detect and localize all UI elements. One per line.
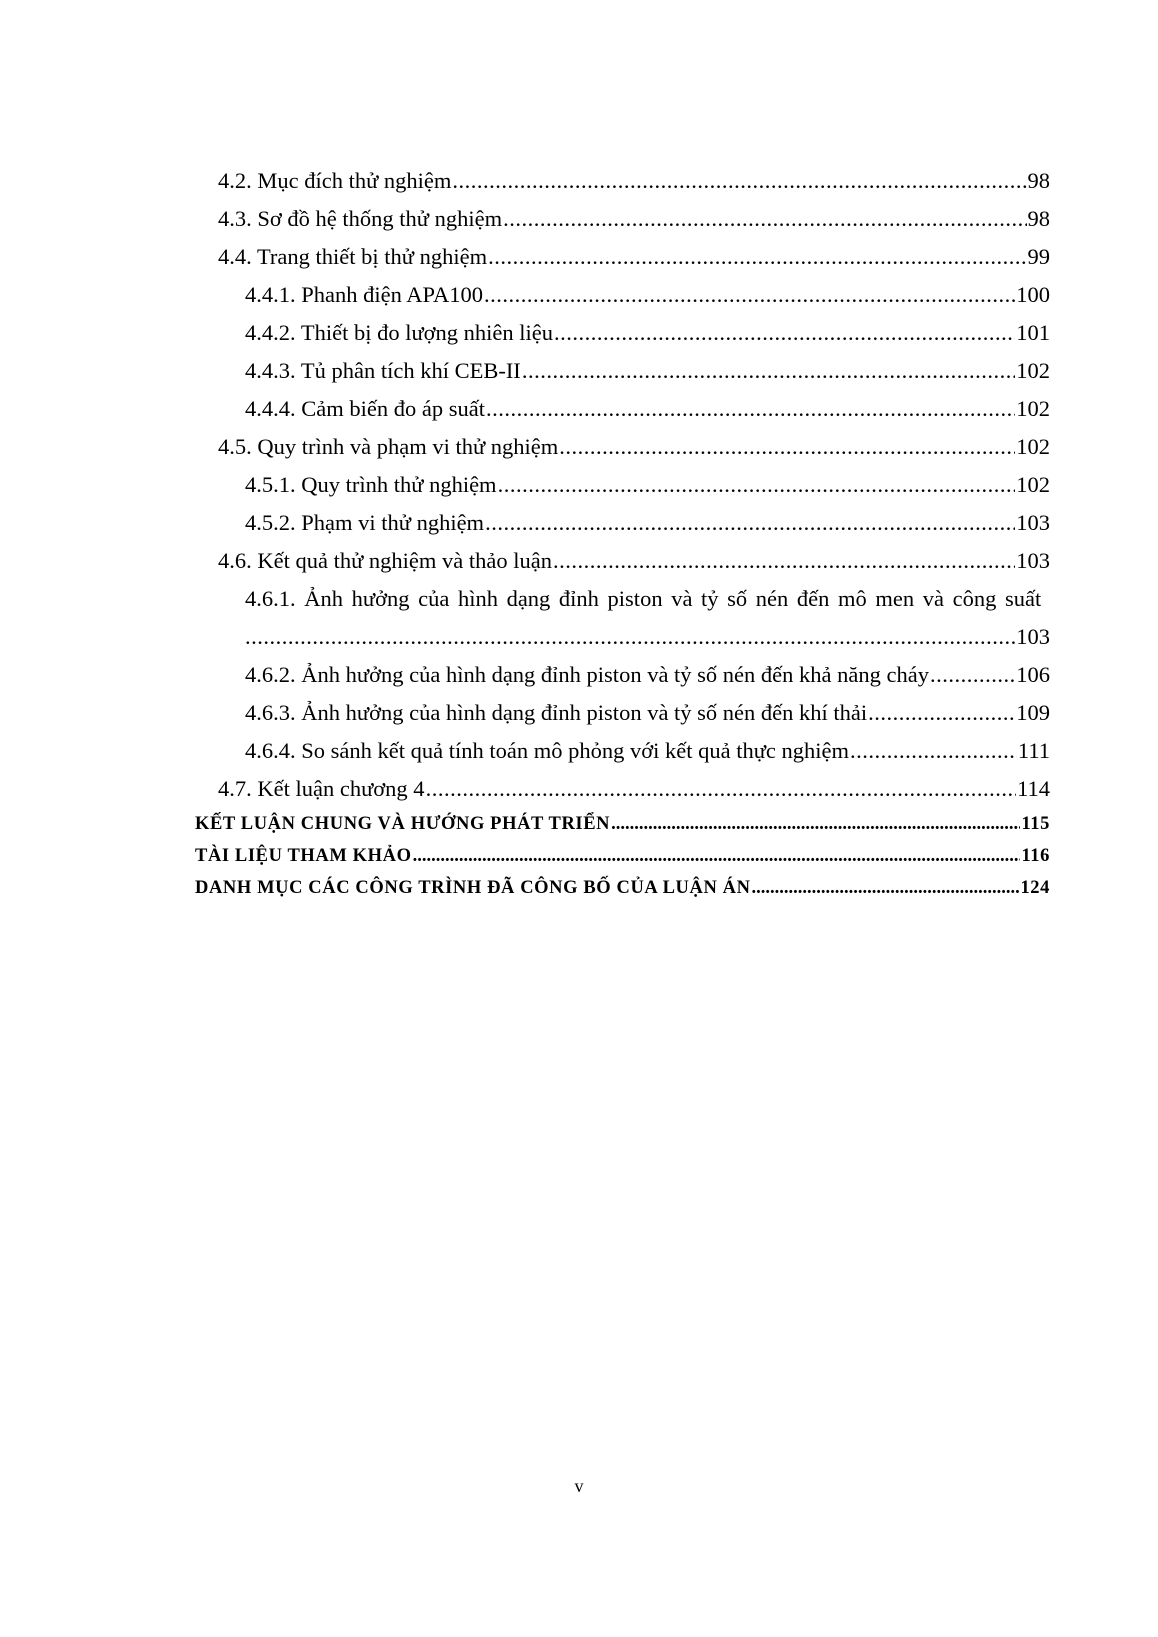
toc-entry-title: 4.2. Mục đích thử nghiệm: [218, 168, 452, 193]
toc-entry-title: DANH MỤC CÁC CÔNG TRÌNH ĐÃ CÔNG BỐ CỦA LUẬN ÁN: [195, 878, 751, 898]
toc-entry-continuation: [195, 618, 1050, 656]
toc-leader-dots: [522, 352, 1015, 390]
toc-entry-page: 102: [1016, 434, 1050, 459]
toc-entry-page: 103: [1016, 510, 1050, 535]
toc-entry-page: 124: [1020, 878, 1050, 898]
toc-entry[interactable]: [195, 732, 1050, 770]
toc-leader-dots: [452, 162, 1026, 200]
toc-leader-dots: [559, 428, 1015, 466]
toc-entry[interactable]: [195, 276, 1050, 314]
toc-entry-title: 4.4. Trang thiết bị thử nghiệm: [218, 244, 488, 269]
toc-entry[interactable]: [195, 656, 1050, 694]
toc-leader-dots: [498, 466, 1016, 504]
toc-entry-page: 114: [1017, 776, 1050, 801]
toc-entry-chapter[interactable]: [195, 808, 1050, 840]
toc-leader-dots: [752, 872, 1020, 904]
toc-entry-title: 4.6.2. Ảnh hưởng của hình dạng đỉnh piston và tỷ số nén đến khả năng cháy: [245, 662, 929, 687]
toc-entry-page: 109: [1016, 700, 1050, 725]
toc-entry-title: 4.4.4. Cảm biến đo áp suất: [245, 396, 485, 421]
toc-entry[interactable]: [195, 390, 1050, 428]
toc-leader-dots: [850, 732, 1017, 770]
toc-leader-dots: [245, 618, 1015, 656]
toc-entry-title: 4.6.1. Ảnh hưởng của hình dạng đỉnh piston và tỷ số nén đến mô men và công suất: [245, 586, 1042, 611]
toc-entry[interactable]: [195, 314, 1050, 352]
toc-leader-dots: [486, 390, 1015, 428]
toc-entry-page: 99: [1027, 244, 1050, 269]
toc-leader-dots: [485, 504, 1015, 542]
toc-leader-dots: [553, 542, 1015, 580]
toc-entry[interactable]: [195, 238, 1050, 276]
toc-leader-dots: [413, 840, 1021, 872]
toc-entry-page: 101: [1016, 320, 1050, 345]
toc-entry[interactable]: [195, 428, 1050, 466]
toc-entry[interactable]: [195, 200, 1050, 238]
toc-leader-dots: [868, 694, 1015, 732]
toc-entry-page: 98: [1027, 168, 1050, 193]
toc-entry-title: 4.3. Sơ đồ hệ thống thử nghiệm: [218, 206, 503, 231]
table-of-contents: [195, 162, 1050, 904]
toc-entry-title: TÀI LIỆU THAM KHẢO: [195, 846, 412, 866]
toc-entry-page: 102: [1016, 358, 1050, 383]
toc-entry-page: 103: [1016, 624, 1050, 649]
toc-entry-title: 4.5. Quy trình và phạm vi thử nghiệm: [218, 434, 559, 459]
toc-entry[interactable]: [195, 504, 1050, 542]
toc-entry-page: 111: [1017, 738, 1050, 763]
toc-leader-dots: [503, 200, 1026, 238]
toc-leader-dots: [426, 770, 1017, 808]
toc-entry-page: 102: [1016, 472, 1050, 497]
toc-entry-title: 4.5.2. Phạm vi thử nghiệm: [245, 510, 485, 535]
toc-entry-page: 98: [1027, 206, 1050, 231]
toc-entry-page: 103: [1016, 548, 1050, 573]
toc-entry-title: 4.6.3. Ảnh hưởng của hình dạng đỉnh piston và tỷ số nén đến khí thải: [245, 700, 868, 725]
toc-leader-dots: [484, 276, 1015, 314]
toc-entry-title: 4.6.4. So sánh kết quả tính toán mô phỏng với kết quả thực nghiệm: [245, 738, 850, 763]
toc-entry[interactable]: [195, 770, 1050, 808]
toc-entry[interactable]: [195, 466, 1050, 504]
toc-leader-dots: [930, 656, 1015, 694]
toc-entry[interactable]: [195, 694, 1050, 732]
toc-entry-page: 106: [1016, 662, 1050, 687]
toc-entry[interactable]: [195, 352, 1050, 390]
toc-entry-title: 4.7. Kết luận chương 4: [218, 776, 425, 801]
toc-entry-chapter[interactable]: [195, 872, 1050, 904]
toc-leader-dots: [554, 314, 1015, 352]
toc-entry-page: 102: [1016, 396, 1050, 421]
toc-entry-page: 115: [1021, 814, 1050, 834]
toc-leader-dots: [488, 238, 1026, 276]
toc-entry[interactable]: [195, 162, 1050, 200]
toc-entry-title: 4.4.1. Phanh điện APA100: [245, 282, 483, 307]
toc-leader-dots: [611, 808, 1020, 840]
toc-entry-chapter[interactable]: [195, 840, 1050, 872]
toc-entry-page: 100: [1016, 282, 1050, 307]
toc-entry-title: 4.6. Kết quả thử nghiệm và thảo luận: [218, 548, 552, 573]
toc-entry-page: 116: [1021, 846, 1050, 866]
toc-entry-title: 4.5.1. Quy trình thử nghiệm: [245, 472, 497, 497]
toc-entry-title: 4.4.3. Tủ phân tích khí CEB-II: [245, 358, 521, 383]
toc-entry-title: 4.4.2. Thiết bị đo lượng nhiên liệu: [245, 320, 554, 345]
toc-entry-multiline[interactable]: [195, 580, 1050, 656]
toc-entry-title: KẾT LUẬN CHUNG VÀ HƯỚNG PHÁT TRIỂN: [195, 814, 611, 834]
toc-entry[interactable]: [195, 542, 1050, 580]
page-number: v: [574, 1476, 584, 1496]
